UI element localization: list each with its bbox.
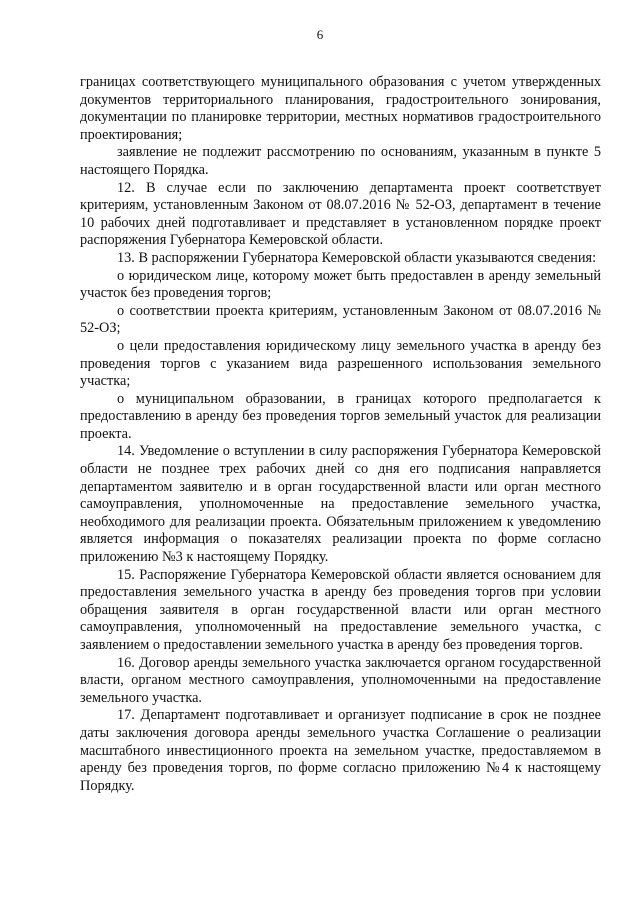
paragraph-clause-13: 13. В распоряжении Губернатора Кемеровской области указываются сведения: xyxy=(117,249,597,266)
paragraph-clause-16: 16. Договор аренды земельного участка заключается органом государственной власти, органом местного самоуправления, уполномоченными на предоставление земельного участка. xyxy=(80,654,601,706)
paragraph-item: о цели предоставления юридическому лицу земельного участка в аренду без проведения торгов с указанием вида разрешенного использования земельного участка; xyxy=(80,337,601,390)
document-body xyxy=(80,74,601,795)
paragraph-item: о соответствии проекта критериям, установленным Законом от 08.07.2016 № 52-ОЗ; xyxy=(80,302,601,337)
paragraph-clause-14: 14. Уведомление о вступлении в силу распоряжения Губернатора Кемеровской области не позднее трех рабочих дней со дня его подписания направляется департаментом заявителю и в орган государственной власти или орган местного самоуправления, уполномоченные на предоставление земельного участка, необходимого для реализации проекта. Обязательным приложением к уведомлению является информация о показателях реализации проекта по форме согласно приложению №3 к настоящему Порядку. xyxy=(80,443,601,566)
page-number: 6 xyxy=(316,27,324,42)
paragraph-item: о юридическом лице, которому может быть предоставлен в аренду земельный участок без проведения торгов; xyxy=(80,267,601,302)
paragraph-continuation: границах соответствующего муниципального образования с учетом утвержденных документов территориального планирования, градостроительного зонирования, документации по планировке территории, местных нормативов градостроительного проектирования; xyxy=(80,74,601,143)
paragraph-clause-12: 12. В случае если по заключению департамента проект соответствует критериям, установленным Законом от 08.07.2016 № 52-ОЗ, департамент в течение 10 рабочих дней подготавливает и представляет в установленном порядке проект распоряжения Губернатора Кемеровской области. xyxy=(80,179,601,249)
paragraph-item: заявление не подлежит рассмотрению по основаниям, указанным в пункте 5 настоящего Порядка. xyxy=(80,144,601,178)
paragraph-clause-15: 15. Распоряжение Губернатора Кемеровской области является основанием для предоставления земельного участка в аренду без проведения торгов при условии обращения заявителя в орган государственной власти или орган местного самоуправления, уполномоченный на предоставление земельного участка, с заявлением о предоставлении земельного участка в аренду без проведения торгов. xyxy=(80,566,601,653)
paragraph-item: о муниципальном образовании, в границах которого предполагается к предоставлению в аренду без проведения торгов земельный участок для реализации проекта. xyxy=(80,390,601,442)
paragraph-clause-17: 17. Департамент подготавливает и организует подписание в срок не позднее даты заключения договора аренды земельного участка Соглашение о реализации масштабного инвестиционного проекта на земельном участке, предоставляемом в аренду без проведения торгов, по форме согласно приложению №4 к настоящему Порядку. xyxy=(80,707,601,794)
